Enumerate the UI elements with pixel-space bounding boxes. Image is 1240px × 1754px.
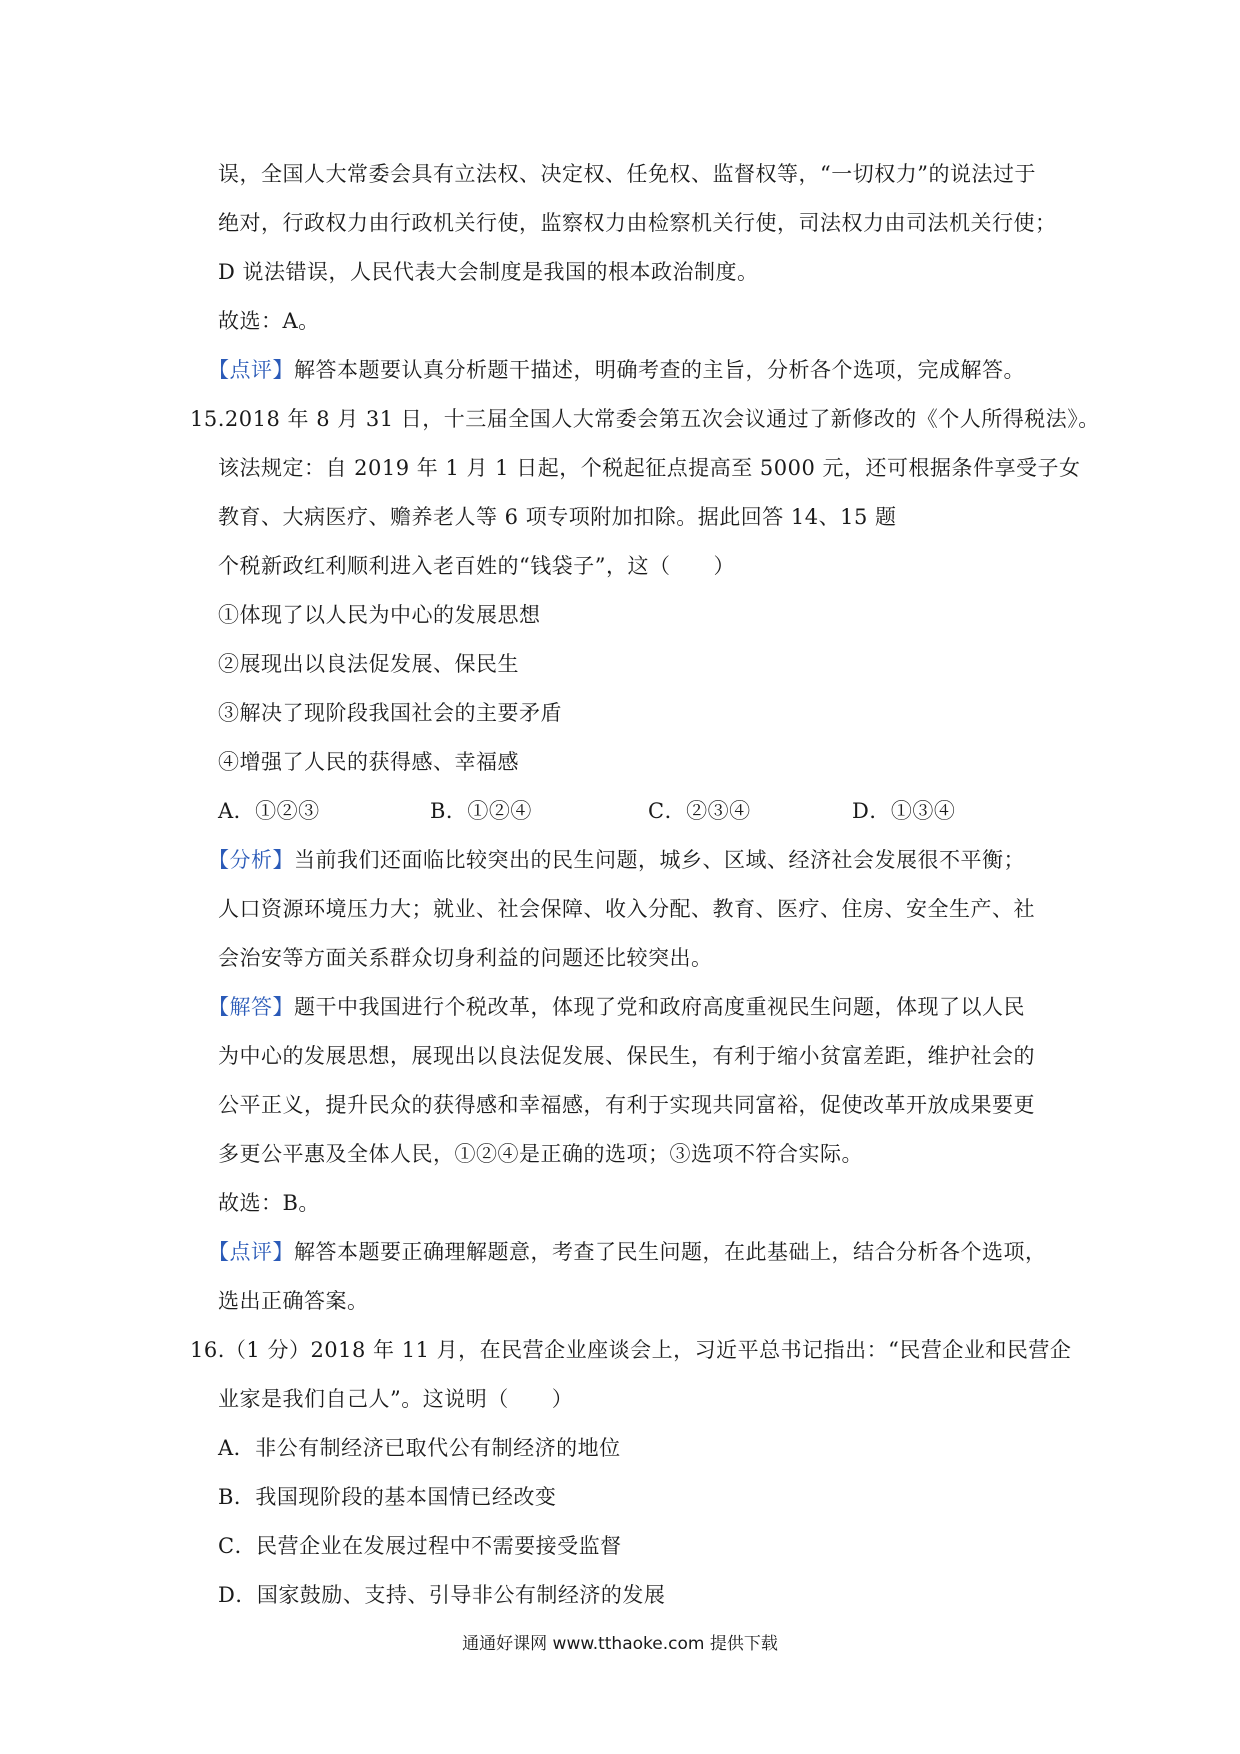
option-b: B．①②④ <box>430 799 532 823</box>
answer-line-1 <box>208 993 1025 1021</box>
question-text: （1 分）2018 年 11 月，在民营企业座谈会上，习近平总书记指出：“民营企业和民营企 <box>224 1338 1072 1362</box>
question-15-stem: 个税新政红利顺利进入老百姓的“钱袋子”，这（ ） <box>218 554 735 578</box>
option-c: C．②③④ <box>648 799 751 823</box>
choice-line: 故选：A。 <box>218 309 320 333</box>
analysis-line-3: 会治安等方面关系群众切身利益的问题还比较突出。 <box>218 946 713 970</box>
review-line-1 <box>208 1238 1047 1266</box>
review-line <box>208 356 1025 384</box>
question-number: 16. <box>190 1338 225 1362</box>
question-15-line-1 <box>190 405 1100 433</box>
option-a: A．①②③ <box>218 799 320 823</box>
answer-options <box>0 797 1240 825</box>
answer-tag: 【解答】 <box>208 995 294 1019</box>
question-16-line-2: 业家是我们自己人”。这说明（ ） <box>218 1387 574 1411</box>
question-16-line-1 <box>190 1336 1071 1364</box>
question-15-line-3: 教育、大病医疗、赡养老人等 6 项专项附加扣除。据此回答 14、15 题 <box>218 505 897 529</box>
review-tag: 【点评】 <box>208 1240 294 1264</box>
option-a: A．非公有制经济已取代公有制经济的地位 <box>218 1436 621 1460</box>
text-line: 绝对，行政权力由行政机关行使，监察权力由检察机关行使，司法权力由司法机关行使； <box>218 211 1057 235</box>
statement-item: ②展现出以良法促发展、保民生 <box>218 652 519 676</box>
question-number: 15. <box>190 407 225 431</box>
statement-item: ①体现了以人民为中心的发展思想 <box>218 603 541 627</box>
analysis-tag: 【分析】 <box>208 848 294 872</box>
analysis-line-2: 人口资源环境压力大；就业、社会保障、收入分配、教育、医疗、住房、安全生产、社 <box>218 897 1035 921</box>
page-footer: 通通好课网 www.tthaoke.com 提供下载 <box>462 1634 778 1654</box>
review-text: 解答本题要认真分析题干描述，明确考查的主旨，分析各个选项，完成解答。 <box>294 358 1025 382</box>
answer-line-3: 公平正义，提升民众的获得感和幸福感，有利于实现共同富裕，促使改革开放成果要更 <box>218 1093 1035 1117</box>
statement-item: ④增强了人民的获得感、幸福感 <box>218 750 519 774</box>
question-text: 2018 年 8 月 31 日，十三届全国人大常委会第五次会议通过了新修改的《个人所得税法》。 <box>224 407 1100 431</box>
review-line-2: 选出正确答案。 <box>218 1289 369 1313</box>
answer-line-2: 为中心的发展思想，展现出以良法促发展、保民生，有利于缩小贫富差距，维护社会的 <box>218 1044 1035 1068</box>
question-15-line-2: 该法规定：自 2019 年 1 月 1 日起，个税起征点提高至 5000 元，还可根据条件享受子女 <box>218 456 1081 480</box>
text-line: D 说法错误，人民代表大会制度是我国的根本政治制度。 <box>218 260 759 284</box>
option-d: D．国家鼓励、支持、引导非公有制经济的发展 <box>218 1583 666 1607</box>
text-line: 误，全国人大常委会具有立法权、决定权、任免权、监督权等，“一切权力”的说法过于 <box>218 162 1036 186</box>
option-d: D．①③④ <box>852 799 956 823</box>
analysis-line-1 <box>208 846 1025 874</box>
statement-item: ③解决了现阶段我国社会的主要矛盾 <box>218 701 562 725</box>
answer-text: 题干中我国进行个税改革，体现了党和政府高度重视民生问题，体现了以人民 <box>294 995 1025 1019</box>
analysis-text: 当前我们还面临比较突出的民生问题，城乡、区域、经济社会发展很不平衡； <box>294 848 1025 872</box>
answer-line-4: 多更公平惠及全体人民，①②④是正确的选项；③选项不符合实际。 <box>218 1142 863 1166</box>
choice-line: 故选：B。 <box>218 1191 320 1215</box>
option-b: B．我国现阶段的基本国情已经改变 <box>218 1485 557 1509</box>
review-text: 解答本题要正确理解题意，考查了民生问题，在此基础上，结合分析各个选项， <box>294 1240 1047 1264</box>
review-tag: 【点评】 <box>208 358 294 382</box>
option-c: C．民营企业在发展过程中不需要接受监督 <box>218 1534 622 1558</box>
